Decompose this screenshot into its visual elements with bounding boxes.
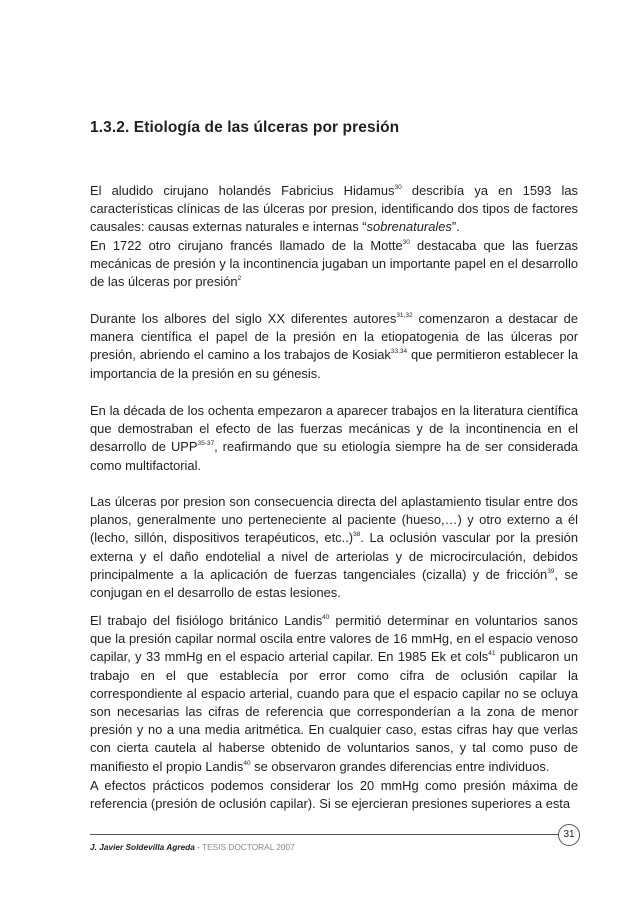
citation-superscript: 35-37 bbox=[197, 440, 215, 448]
text-run: se observaron grandes diferencias entre individuos. bbox=[250, 758, 550, 774]
paragraph-6 bbox=[90, 612, 578, 776]
paragraph-1 bbox=[90, 182, 578, 237]
citation-superscript: 41 bbox=[488, 650, 496, 658]
citation-superscript: 30 bbox=[394, 184, 402, 191]
footer-author: J. Javier Soldevilla Agreda bbox=[90, 842, 195, 852]
text-run: , se conjugan en el desarrollo de estas lesiones. bbox=[90, 566, 578, 601]
text-run: ”. bbox=[451, 219, 460, 235]
text-run: . La oclusión vascular por la presión externa y el daño endotelial a nivel de arteriolas y de microcirculación, debidos principalmente a la aplicación de fuerzas tangenciales (cizalla) y de fricción bbox=[90, 530, 579, 582]
footer-separator: - bbox=[194, 842, 203, 852]
paragraph-5 bbox=[90, 493, 578, 602]
citation-superscript: 38 bbox=[353, 531, 361, 539]
text-run: El aludido cirujano holandés Fabricius Hidamus bbox=[90, 183, 395, 198]
emphasis-text: sobrenaturales bbox=[366, 219, 452, 235]
citation-superscript: 40 bbox=[243, 759, 251, 767]
text-run: destacaba que las fuerzas mecánicas de presión y la incontinencia jugaban un importante papel en el desarrollo de las úlceras por presión bbox=[90, 238, 578, 290]
citation-superscript: 2 bbox=[237, 275, 242, 283]
text-run: Durante los albores del siglo XX diferentes autores bbox=[90, 311, 397, 326]
text-run: que permitieron establecer la importancia de la presión en su génesis. bbox=[90, 347, 578, 381]
citation-superscript: 31,32 bbox=[396, 312, 413, 319]
text-run: describía ya en 1593 las características clínicas de las úlceras por presion, identificando dos tipos de factores causales: causas externas naturales e internas “ bbox=[90, 183, 578, 235]
text-run: A efectos prácticos podemos considerar los 20 mmHg como presión máxima de referencia (presión de oclusión capilar). Si se ejercieran presiones superiores a esta bbox=[90, 778, 578, 812]
footer-rule bbox=[90, 834, 559, 835]
running-footer bbox=[90, 842, 295, 852]
paragraph-4 bbox=[90, 402, 578, 475]
text-run: publicaron un trabajo en el que establecía por error como cifra de oclusión capilar la correspondiente al espacio arterial, cuando para que el espacio capilar no se ocluya son necesarias las cifras de referencia que corresponderían a la zona de menor presión y no a una media aritmética. En cualquier caso, estas cifras hay que verlas con cierta cautela al haberse obtenido de voluntarios sanos, y tal como puso de manifiesto el propio Landis bbox=[90, 649, 578, 774]
text-run: Las úlceras por presion son consecuencia directa del aplastamiento tisular entre dos planos, generalmente uno perteneciente al paciente (hueso,…) y otro externo a él (lecho, sillón, dispositivos terapéuticos, etc..) bbox=[90, 494, 578, 546]
text-run: permitió determinar en voluntarios sanos que la presión capilar normal oscila entre valores de 16 mmHg, en el espacio venoso capilar, y 33 mmHg en el espacio arterial capilar. En 1985 Ek et cols bbox=[90, 613, 578, 665]
citation-superscript: 40 bbox=[322, 614, 330, 621]
paragraph-2 bbox=[90, 237, 578, 292]
text-run: comenzaron a destacar de manera científica el papel de la presión en la etiopatogenia de las úlceras por presión, abriendo el camino a los trabajos de Kosiak bbox=[90, 311, 579, 363]
footer-document-title: TESIS DOCTORAL 2007 bbox=[202, 842, 295, 852]
citation-superscript: 39 bbox=[547, 567, 555, 575]
page-number-badge: 31 bbox=[558, 824, 580, 846]
text-run: , reafirmando que su etiología siempre ha de ser considerada como multifactorial. bbox=[90, 439, 578, 473]
citation-superscript: 33,34 bbox=[390, 348, 408, 356]
paragraph-7 bbox=[90, 777, 578, 813]
paragraph-3 bbox=[90, 310, 578, 383]
citation-superscript: 30 bbox=[402, 239, 410, 246]
text-run: En la década de los ochenta empezaron a aparecer trabajos en la literatura científica que demostraban el efecto de las fuerzas mecánicas y de la incontinencia en el desarrollo de UPP bbox=[90, 403, 578, 455]
text-run: El trabajo del fisiólogo británico Landis bbox=[90, 613, 323, 628]
section-heading: 1.3.2. Etiología de las úlceras por presión bbox=[90, 119, 400, 136]
text-run: En 1722 otro cirujano francés llamado de la Motte bbox=[90, 238, 403, 253]
